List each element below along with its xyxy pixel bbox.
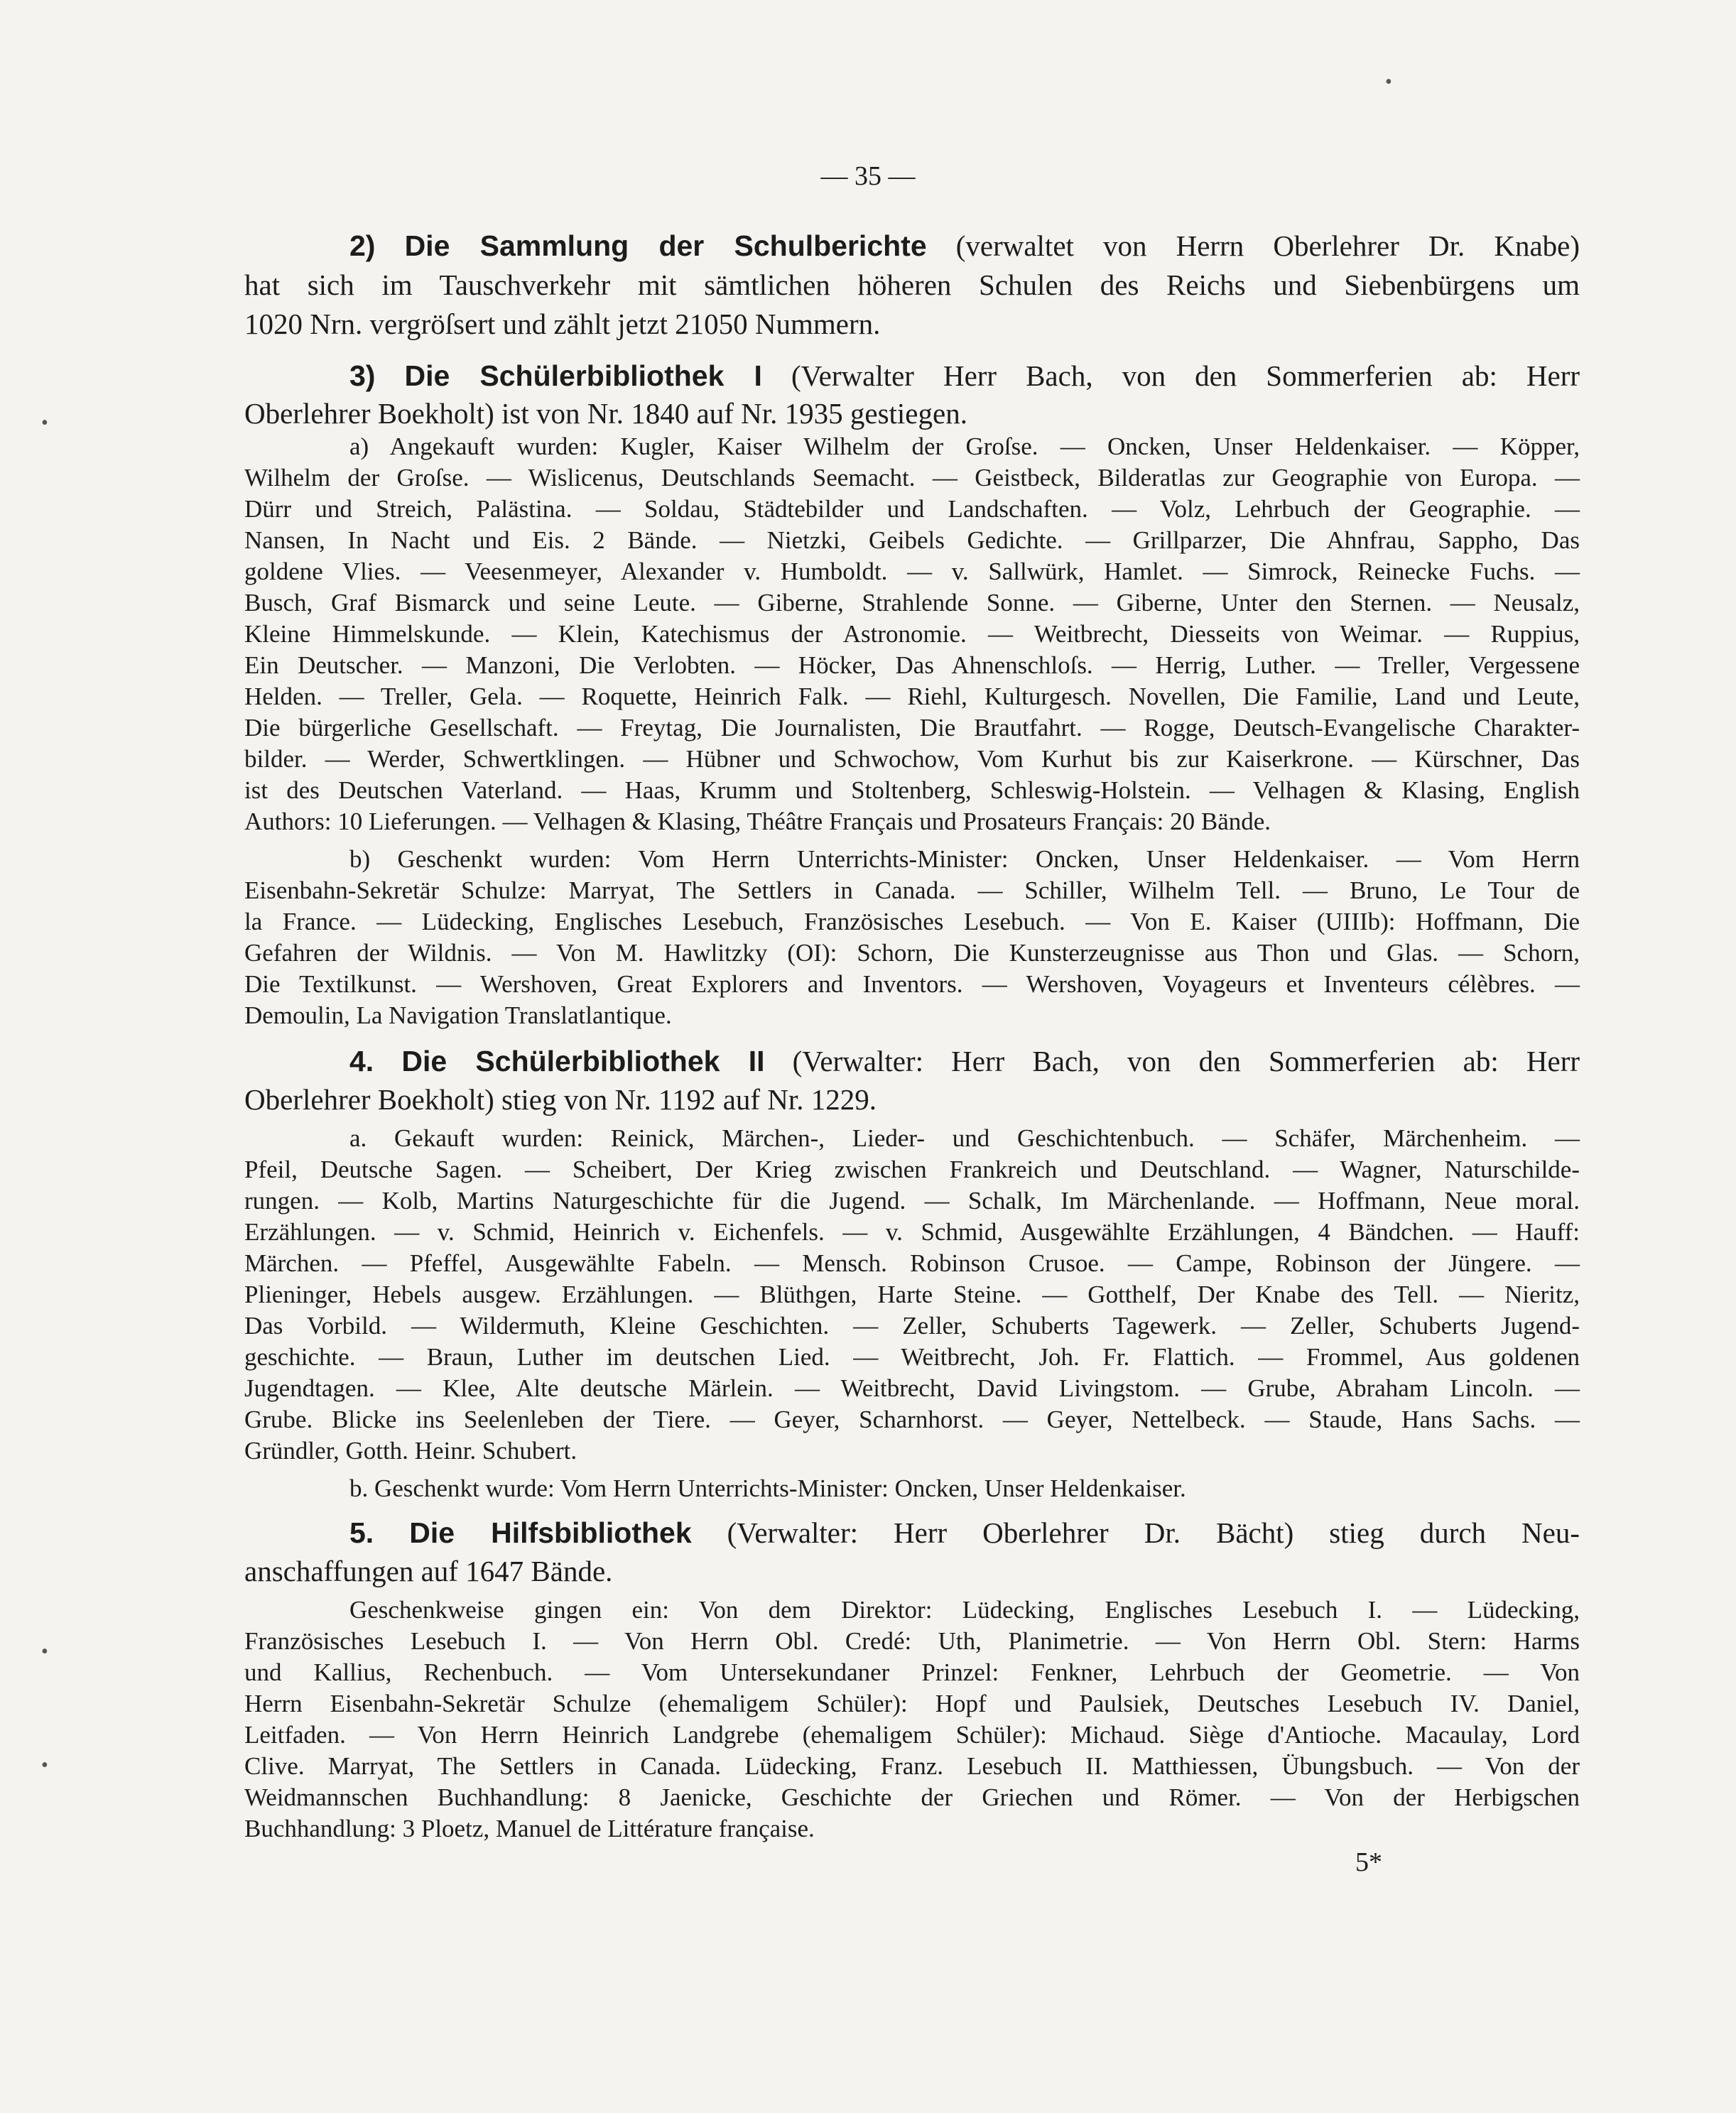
s3a-line: Wilhelm der Groſse. — Wislicenus, Deutschlands Seemacht. — Geistbeck, Bilderatlas zur Geographie von Europa. — bbox=[244, 464, 1580, 491]
s3a-line: goldene Vlies. — Veesenmeyer, Alexander v. Humboldt. — v. Sallwürk, Hamlet. — Simrock, Reinecke Fuchs. — bbox=[244, 558, 1580, 585]
s3b-line: Gefahren der Wildnis. — Von M. Hawlitzky (OI): Schorn, Die Kunsterzeugnisse aus Thon und Glas. — Schorn, bbox=[244, 939, 1580, 967]
section-5-number: 5. bbox=[349, 1516, 374, 1549]
s5-line: Geschenkweise gingen ein: Von dem Direktor: Lüdecking, Englisches Lesebuch I. — Lüdecking, bbox=[349, 1596, 1580, 1624]
s3b-line: Demoulin, La Navigation Translatlantique. bbox=[244, 1001, 672, 1029]
s4a-line: geschichte. — Braun, Luther im deutschen Lied. — Weitbrecht, Joh. Fr. Flattich. — Frommel, Aus goldenen bbox=[244, 1343, 1580, 1371]
s4a-line: a. Gekauft wurden: Reinick, Märchen-, Lieder- und Geschichtenbuch. — Schäfer, Märchenheim. — bbox=[349, 1124, 1580, 1152]
s3b-line: la France. — Lüdecking, Englisches Lesebuch, Französisches Lesebuch. — Von E. Kaiser (UIIIb): Hoffmann, Die bbox=[244, 908, 1580, 935]
s4a-line: Pfeil, Deutsche Sagen. — Scheibert, Der Krieg zwischen Frankreich und Deutschland. — Wagner, Naturschilde- bbox=[244, 1156, 1580, 1183]
s3a-line: Dürr und Streich, Palästina. — Soldau, Städtebilder und Landschaften. — Volz, Lehrbuch der Geographie. — bbox=[244, 495, 1580, 523]
section-3-heading bbox=[349, 359, 1580, 393]
s4a-line: Grube. Blicke ins Seelenleben der Tiere. — Geyer, Scharnhorst. — Geyer, Nettelbeck. — Staude, Hans Sachs. — bbox=[244, 1406, 1580, 1433]
s5-line: Clive. Marryat, The Settlers in Canada. Lüdecking, Franz. Lesebuch II. Matthiessen, Übungsbuch. — Von der bbox=[244, 1752, 1580, 1780]
s3b-line: Eisenbahn-Sekretär Schulze: Marryat, The Settlers in Canada. — Schiller, Wilhelm Tell. — Bruno, Le Tour de bbox=[244, 876, 1580, 904]
s3a-line: Kleine Himmelskunde. — Klein, Katechismus der Astronomie. — Weitbrecht, Diesseits von Weimar. — Ruppius, bbox=[244, 620, 1580, 648]
s3a-line: Die bürgerliche Gesellschaft. — Freytag, Die Journalisten, Die Brautfahrt. — Rogge, Deutsch-Evangelische Charakter- bbox=[244, 714, 1580, 742]
s4b-line: b. Geschenkt wurde: Vom Herrn Unterrichts-Minister: Oncken, Unser Heldenkaiser. bbox=[349, 1474, 1186, 1502]
s5-line: Buchhandlung: 3 Ploetz, Manuel de Littérature française. bbox=[244, 1815, 815, 1842]
s3a-line: Authors: 10 Lieferungen. — Velhagen & Klasing, Théâtre Français und Prosateurs Français: 20 Bände. bbox=[244, 808, 1271, 835]
s3b-line: Die Textilkunst. — Wershoven, Great Explorers and Inventors. — Wershoven, Voyageurs et Inventeurs célèbres. — bbox=[244, 970, 1580, 998]
signature-mark: 5* bbox=[1355, 1847, 1382, 1877]
s3b-line: b) Geschenkt wurden: Vom Herrn Unterrichts-Minister: Oncken, Unser Heldenkaiser. — Vom Herrn bbox=[349, 845, 1580, 873]
section-5-line: (Verwalter: Herr Oberlehrer Dr. Bächt) stieg durch Neu- bbox=[727, 1516, 1580, 1549]
s4a-line: Gründler, Gotth. Heinr. Schubert. bbox=[244, 1437, 577, 1465]
section-2-title: Die Sammlung der Schulberichte bbox=[404, 229, 927, 262]
section-2-line: hat sich im Tauschverkehr mit sämtlichen höheren Schulen des Reichs und Siebenbürgens um bbox=[244, 268, 1580, 301]
s4a-line: Märchen. — Pfeffel, Ausgewählte Fabeln. — Mensch. Robinson Crusoe. — Campe, Robinson der Jüngere. — bbox=[244, 1249, 1580, 1277]
s3a-line: Busch, Graf Bismarck und seine Leute. — Giberne, Strahlende Sonne. — Giberne, Unter den Sternen. — Neusalz, bbox=[244, 589, 1580, 616]
speck-mark: • bbox=[41, 1754, 48, 1776]
s4a-line: Das Vorbild. — Wildermuth, Kleine Geschichten. — Zeller, Schuberts Tagewerk. — Zeller, Schuberts Jugend- bbox=[244, 1312, 1580, 1340]
section-4-number: 4. bbox=[349, 1045, 374, 1077]
section-4-line: Oberlehrer Boekholt) stieg von Nr. 1192 auf Nr. 1229. bbox=[244, 1083, 877, 1116]
section-5-heading bbox=[349, 1516, 1580, 1550]
section-4-line: (Verwalter: Herr Bach, von den Sommerferien ab: Herr bbox=[792, 1045, 1580, 1077]
speck-mark: • bbox=[1385, 71, 1392, 93]
s4a-line: Erzählungen. — v. Schmid, Heinrich v. Eichenfels. — v. Schmid, Ausgewählte Erzählungen, 4 Bändchen. — Hauff: bbox=[244, 1218, 1580, 1246]
s5-line: und Kallius, Rechenbuch. — Vom Untersekundaner Prinzel: Fenkner, Lehrbuch der Geometrie. — Von bbox=[244, 1658, 1580, 1686]
section-3-number: 3) bbox=[349, 359, 376, 392]
s3a-line: Helden. — Treller, Gela. — Roquette, Heinrich Falk. — Riehl, Kulturgesch. Novellen, Die Familie, Land und Leute, bbox=[244, 683, 1580, 710]
section-3-line: (Verwalter Herr Bach, von den Sommerferien ab: Herr bbox=[791, 359, 1580, 392]
s3a-line: Ein Deutscher. — Manzoni, Die Verlobten. — Höcker, Das Ahnenschloſs. — Herrig, Luther. — Treller, Vergessene bbox=[244, 651, 1580, 679]
section-3-title: Die Schülerbibliothek I bbox=[404, 359, 762, 392]
s4a-line: Jugendtagen. — Klee, Alte deutsche Märlein. — Weitbrecht, David Livingstom. — Grube, Abraham Lincoln. — bbox=[244, 1374, 1580, 1402]
s5-line: Leitfaden. — Von Herrn Heinrich Landgrebe (ehemaligem Schüler): Michaud. Siège d'Antioche. Macaulay, Lord bbox=[244, 1721, 1580, 1749]
s3a-line: bilder. — Werder, Schwertklingen. — Hübner und Schwochow, Vom Kurhut bis zur Kaiserkrone. — Kürschner, Das bbox=[244, 745, 1580, 773]
section-2-line: (verwaltet von Herrn Oberlehrer Dr. Knabe) bbox=[955, 229, 1580, 262]
speck-mark: • bbox=[41, 1641, 48, 1663]
section-2-heading bbox=[349, 229, 1580, 263]
section-3-line: Oberlehrer Boekholt) ist von Nr. 1840 auf Nr. 1935 gestiegen. bbox=[244, 397, 967, 430]
s3a-line: a) Angekauft wurden: Kugler, Kaiser Wilhelm der Groſse. — Oncken, Unser Heldenkaiser. — Köpper, bbox=[349, 433, 1580, 460]
s4a-line: Plieninger, Hebels ausgew. Erzählungen. — Blüthgen, Harte Steine. — Gotthelf, Der Knabe des Tell. — Nieritz, bbox=[244, 1281, 1580, 1308]
page-number: — 35 — bbox=[820, 161, 916, 191]
s3a-line: Nansen, In Nacht und Eis. 2 Bände. — Nietzki, Geibels Gedichte. — Grillparzer, Die Ahnfrau, Sappho, Das bbox=[244, 526, 1580, 554]
section-2-line: 1020 Nrn. vergröſsert und zählt jetzt 21050 Nummern. bbox=[244, 308, 881, 340]
s4a-line: rungen. — Kolb, Martins Naturgeschichte für die Jugend. — Schalk, Im Märchenlande. — Hoffmann, Neue moral. bbox=[244, 1187, 1580, 1215]
speck-mark: • bbox=[41, 412, 48, 434]
s3a-line: ist des Deutschen Vaterland. — Haas, Krumm und Stoltenberg, Schleswig-Holstein. — Velhagen & Klasing, English bbox=[244, 776, 1580, 804]
section-4-title: Die Schülerbibliothek II bbox=[401, 1045, 765, 1077]
section-5-line: anschaffungen auf 1647 Bände. bbox=[244, 1555, 613, 1587]
section-4-heading bbox=[349, 1044, 1580, 1078]
s5-line: Weidmannschen Buchhandlung: 8 Jaenicke, Geschichte der Griechen und Römer. — Von der Herbigschen bbox=[244, 1783, 1580, 1811]
s5-line: Herrn Eisenbahn-Sekretär Schulze (ehemaligem Schüler): Hopf und Paulsiek, Deutsches Lesebuch IV. Daniel, bbox=[244, 1690, 1580, 1717]
s5-line: Französisches Lesebuch I. — Von Herrn Obl. Credé: Uth, Planimetrie. — Von Herrn Obl. Stern: Harms bbox=[244, 1627, 1580, 1655]
section-5-title: Die Hilfsbibliothek bbox=[409, 1516, 692, 1549]
section-2-number: 2) bbox=[349, 229, 376, 262]
